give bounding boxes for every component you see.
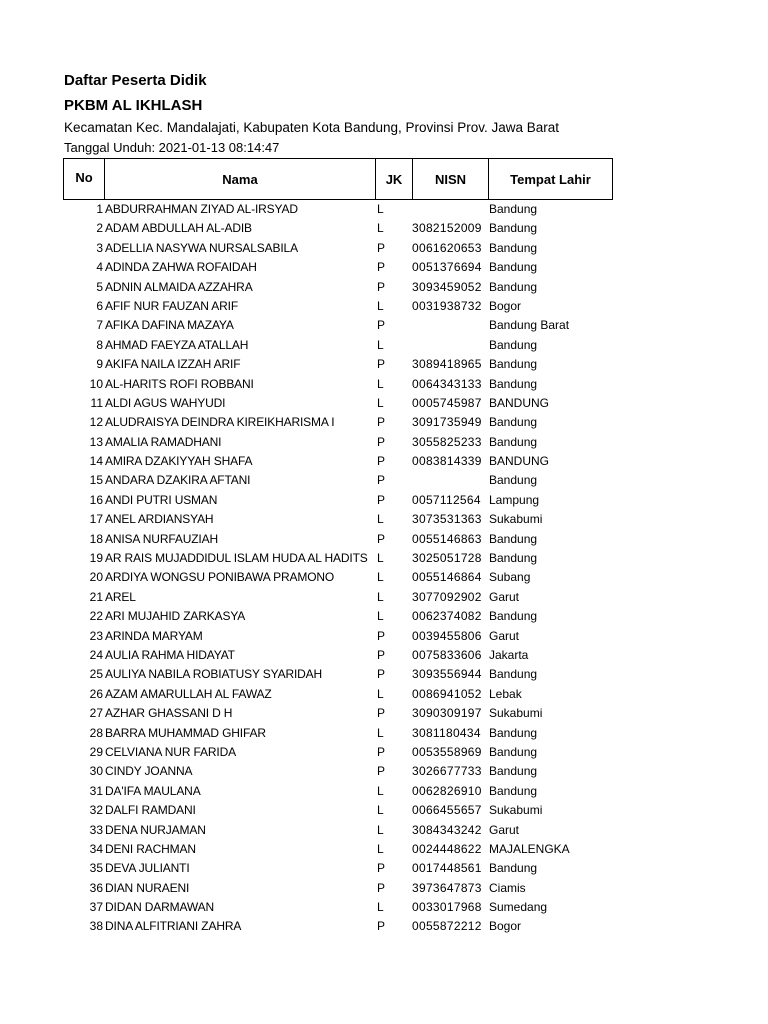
cell-tempat-lahir: BANDUNG xyxy=(489,395,550,410)
cell-nama: ARINDA MARYAM xyxy=(105,628,203,643)
cell-nama: ALDI AGUS WAHYUDI xyxy=(105,395,226,410)
cell-no: 31 xyxy=(89,783,103,798)
cell-nama: ADAM ABDULLAH AL-ADIB xyxy=(105,221,252,236)
cell-no: 32 xyxy=(89,803,103,818)
cell-nama: DEVA JULIANTI xyxy=(105,861,190,876)
cell-jk: P xyxy=(377,919,386,934)
table-row xyxy=(63,685,623,704)
table-row xyxy=(63,665,623,684)
cell-no: 18 xyxy=(89,531,103,546)
table-row xyxy=(63,258,623,277)
cell-nama: AZAM AMARULLAH AL FAWAZ xyxy=(105,686,272,701)
cell-no: 15 xyxy=(89,473,103,488)
cell-nama: ANEL ARDIANSYAH xyxy=(105,512,214,527)
cell-nama: AMIRA DZAKIYYAH SHAFA xyxy=(105,454,253,469)
cell-tempat-lahir: Garut xyxy=(489,589,520,604)
cell-jk: L xyxy=(377,337,384,352)
cell-nisn: 3025051728 xyxy=(412,551,482,566)
cell-nisn: 3089418965 xyxy=(412,357,482,372)
table-row xyxy=(63,588,623,607)
table-row xyxy=(63,530,623,549)
cell-jk: L xyxy=(377,803,384,818)
cell-jk: P xyxy=(377,434,386,449)
cell-nisn: 0061620653 xyxy=(412,240,482,255)
cell-no: 3 xyxy=(96,240,103,255)
cell-nisn: 0057112564 xyxy=(412,492,481,507)
cell-tempat-lahir: Ciamis xyxy=(489,880,526,895)
table-row xyxy=(63,782,623,801)
cell-nisn: 3081180434 xyxy=(412,725,481,740)
cell-nama: AULIYA NABILA ROBIATUSY SYARIDAH xyxy=(105,667,323,682)
cell-jk: P xyxy=(377,279,386,294)
cell-tempat-lahir: Jakarta xyxy=(489,647,529,662)
cell-nama: DINA ALFITRIANI ZAHRA xyxy=(105,919,242,934)
cell-jk: P xyxy=(377,764,386,779)
cell-nama: BARRA MUHAMMAD GHIFAR xyxy=(105,725,266,740)
school-name: PKBM AL IKHLASH xyxy=(64,97,203,114)
cell-tempat-lahir: Garut xyxy=(489,822,520,837)
cell-no: 5 xyxy=(96,279,103,294)
cell-no: 2 xyxy=(96,221,103,236)
cell-no: 33 xyxy=(89,822,103,837)
cell-jk: P xyxy=(377,744,386,759)
cell-tempat-lahir: Bandung xyxy=(489,337,538,352)
table-row xyxy=(63,821,623,840)
table-row xyxy=(63,278,623,297)
cell-nama: DENI RACHMAN xyxy=(105,841,196,856)
cell-jk: L xyxy=(377,551,384,566)
cell-no: 11 xyxy=(90,395,103,410)
cell-nama: ANDARA DZAKIRA AFTANI xyxy=(105,473,251,488)
table-row xyxy=(63,762,623,781)
cell-no: 7 xyxy=(96,318,103,333)
cell-jk: L xyxy=(377,686,384,701)
cell-nisn: 0024448622 xyxy=(412,841,482,856)
cell-nisn: 0031938732 xyxy=(412,298,482,313)
cell-no: 34 xyxy=(89,841,103,856)
cell-tempat-lahir: Bandung xyxy=(489,473,538,488)
table-row xyxy=(63,239,623,258)
cell-tempat-lahir: Bandung xyxy=(489,240,538,255)
cell-jk: P xyxy=(377,880,386,895)
cell-nisn: 0083814339 xyxy=(412,454,482,469)
cell-jk: L xyxy=(377,395,384,410)
cell-tempat-lahir: Bogor xyxy=(489,298,522,313)
cell-nisn: 3082152009 xyxy=(412,221,482,236)
cell-nama: ANISA NURFAUZIAH xyxy=(105,531,218,546)
cell-jk: L xyxy=(377,725,384,740)
table-row xyxy=(63,801,623,820)
cell-jk: P xyxy=(377,357,386,372)
cell-tempat-lahir: Bandung Barat xyxy=(489,318,570,333)
cell-nama: ARDIYA WONGSU PONIBAWA PRAMONO xyxy=(105,570,335,585)
cell-nama: CELVIANA NUR FARIDA xyxy=(105,744,236,759)
cell-nisn: 3091735949 xyxy=(412,415,482,430)
cell-jk: P xyxy=(377,667,386,682)
table-row xyxy=(63,375,623,394)
cell-nama: DIDAN DARMAWAN xyxy=(105,900,215,915)
cell-tempat-lahir: Bandung xyxy=(489,434,538,449)
table-row xyxy=(63,491,623,510)
cell-nama: AFIKA DAFINA MAZAYA xyxy=(105,318,234,333)
table-row xyxy=(63,471,623,490)
cell-jk: L xyxy=(377,376,384,391)
cell-no: 12 xyxy=(89,415,103,430)
cell-nisn: 0062374082 xyxy=(412,609,482,624)
cell-tempat-lahir: Bogor xyxy=(489,919,522,934)
cell-jk: P xyxy=(377,628,386,643)
cell-no: 19 xyxy=(89,551,103,566)
cell-tempat-lahir: Bandung xyxy=(489,609,538,624)
cell-nisn: 3084343242 xyxy=(412,822,482,837)
cell-no: 20 xyxy=(89,570,103,585)
cell-nisn: 0017448561 xyxy=(412,861,482,876)
cell-nama: AR RAIS MUJADDIDUL ISLAM HUDA AL HADITS xyxy=(105,551,368,566)
cell-nisn: 0086941052 xyxy=(412,686,482,701)
cell-nama: ADELLIA NASYWA NURSALSABILA xyxy=(105,240,298,255)
table-row xyxy=(63,219,623,238)
table-row xyxy=(63,627,623,646)
student-list xyxy=(63,200,623,937)
cell-nisn: 3093556944 xyxy=(412,667,482,682)
cell-no: 1 xyxy=(96,202,103,216)
cell-tempat-lahir: Bandung xyxy=(489,260,538,275)
table-row xyxy=(63,433,623,452)
cell-tempat-lahir: Bandung xyxy=(489,221,538,236)
cell-nisn: 3073531363 xyxy=(412,512,482,527)
cell-nisn: 3026677733 xyxy=(412,764,482,779)
cell-jk: P xyxy=(377,318,386,333)
cell-nisn: 3077092902 xyxy=(412,589,482,604)
cell-no: 10 xyxy=(89,376,103,391)
cell-no: 16 xyxy=(89,492,103,507)
table-row xyxy=(63,568,623,587)
cell-tempat-lahir: Bandung xyxy=(489,667,538,682)
cell-tempat-lahir: BANDUNG xyxy=(489,454,550,469)
cell-no: 30 xyxy=(89,764,103,779)
table-row xyxy=(63,413,623,432)
cell-nisn: 0066455657 xyxy=(412,803,482,818)
cell-tempat-lahir: Bandung xyxy=(489,531,538,546)
cell-jk: P xyxy=(377,240,386,255)
cell-tempat-lahir: Bandung xyxy=(489,783,538,798)
cell-tempat-lahir: Garut xyxy=(489,628,520,643)
table-row xyxy=(63,355,623,374)
column-header-no: No xyxy=(64,159,105,200)
cell-jk: L xyxy=(377,822,384,837)
cell-no: 26 xyxy=(89,686,103,701)
table-header xyxy=(63,158,613,200)
cell-nama: CINDY JOANNA xyxy=(105,764,193,779)
table-row xyxy=(63,549,623,568)
cell-tempat-lahir: Sumedang xyxy=(489,900,548,915)
cell-nisn: 3973647873 xyxy=(412,880,482,895)
cell-tempat-lahir: Bandung xyxy=(489,415,538,430)
table-row xyxy=(63,724,623,743)
cell-nama: AULIA RAHMA HIDAYAT xyxy=(105,647,235,662)
cell-no: 8 xyxy=(96,337,103,352)
cell-tempat-lahir: Sukabumi xyxy=(489,803,543,818)
cell-no: 35 xyxy=(89,861,103,876)
cell-jk: L xyxy=(377,202,384,216)
document-title: Daftar Peserta Didik xyxy=(64,72,207,89)
cell-jk: L xyxy=(377,609,384,624)
download-date: Tanggal Unduh: 2021-01-13 08:14:47 xyxy=(64,140,280,155)
school-location: Kecamatan Kec. Mandalajati, Kabupaten Kota Bandung, Provinsi Prov. Jawa Barat xyxy=(64,120,560,135)
cell-tempat-lahir: Bandung xyxy=(489,744,538,759)
cell-nama: AHMAD FAEYZA ATALLAH xyxy=(105,337,249,352)
cell-nisn: 0075833606 xyxy=(412,647,482,662)
cell-nama: ADINDA ZAHWA ROFAIDAH xyxy=(105,260,257,275)
cell-nisn: 0039455806 xyxy=(412,628,482,643)
cell-nama: DIAN NURAENI xyxy=(105,880,190,895)
cell-nisn: 0053558969 xyxy=(412,744,482,759)
cell-nama: AREL xyxy=(105,589,136,604)
cell-nama: ARI MUJAHID ZARKASYA xyxy=(105,609,246,624)
table-row xyxy=(63,917,623,936)
cell-nama: AKIFA NAILA IZZAH ARIF xyxy=(105,357,241,372)
table-row xyxy=(63,743,623,762)
cell-nisn: 0064343133 xyxy=(412,376,482,391)
cell-jk: P xyxy=(377,861,386,876)
cell-jk: L xyxy=(377,298,384,313)
cell-no: 38 xyxy=(89,919,103,934)
cell-tempat-lahir: Bandung xyxy=(489,861,538,876)
cell-nama: DA'IFA MAULANA xyxy=(105,783,201,798)
cell-nisn: 3055825233 xyxy=(412,434,482,449)
cell-tempat-lahir: Bandung xyxy=(489,551,538,566)
cell-jk: L xyxy=(377,570,384,585)
cell-nama: AMALIA RAMADHANI xyxy=(105,434,222,449)
cell-jk: L xyxy=(377,783,384,798)
table-row xyxy=(63,859,623,878)
table-row xyxy=(63,336,623,355)
table-row xyxy=(63,297,623,316)
cell-no: 13 xyxy=(89,434,103,449)
cell-no: 36 xyxy=(89,880,103,895)
cell-tempat-lahir: MAJALENGKA xyxy=(489,841,570,856)
cell-nisn: 3090309197 xyxy=(412,706,482,721)
cell-nama: ALUDRAISYA DEINDRA KIREIKHARISMA I xyxy=(105,415,335,430)
cell-tempat-lahir: Bandung xyxy=(489,725,538,740)
cell-jk: L xyxy=(377,841,384,856)
cell-tempat-lahir: Bandung xyxy=(489,202,538,216)
cell-no: 23 xyxy=(89,628,103,643)
table-row xyxy=(63,316,623,335)
cell-jk: L xyxy=(377,221,384,236)
cell-tempat-lahir: Bandung xyxy=(489,764,538,779)
cell-nama: AL-HARITS ROFI ROBBANI xyxy=(105,376,254,391)
cell-tempat-lahir: Lebak xyxy=(489,686,522,701)
table-row xyxy=(63,452,623,471)
cell-nisn: 0051376694 xyxy=(412,260,482,275)
cell-jk: L xyxy=(377,900,384,915)
cell-jk: P xyxy=(377,415,386,430)
cell-jk: P xyxy=(377,492,386,507)
cell-nama: ADNIN ALMAIDA AZZAHRA xyxy=(105,279,253,294)
table-row xyxy=(63,200,623,219)
cell-no: 21 xyxy=(89,589,103,604)
cell-tempat-lahir: Sukabumi xyxy=(489,706,543,721)
cell-jk: L xyxy=(377,512,384,527)
cell-nisn: 0062826910 xyxy=(412,783,482,798)
cell-no: 14 xyxy=(89,454,103,469)
cell-no: 22 xyxy=(89,609,103,624)
cell-nisn: 0005745987 xyxy=(412,395,482,410)
cell-nisn: 0033017968 xyxy=(412,900,482,915)
cell-jk: P xyxy=(377,260,386,275)
cell-no: 17 xyxy=(89,512,103,527)
cell-no: 24 xyxy=(89,647,103,662)
table-row xyxy=(63,646,623,665)
cell-jk: P xyxy=(377,647,386,662)
cell-tempat-lahir: Bandung xyxy=(489,279,538,294)
cell-no: 27 xyxy=(89,706,103,721)
cell-nama: AZHAR GHASSANI D H xyxy=(105,706,233,721)
cell-nama: ANDI PUTRI USMAN xyxy=(105,492,218,507)
table-row xyxy=(63,510,623,529)
cell-tempat-lahir: Subang xyxy=(489,570,531,585)
cell-jk: P xyxy=(377,531,386,546)
cell-no: 4 xyxy=(96,260,103,275)
table-row xyxy=(63,394,623,413)
cell-nama: ABDURRAHMAN ZIYAD AL-IRSYAD xyxy=(105,202,298,216)
table-row xyxy=(63,607,623,626)
cell-nama: DALFI RAMDANI xyxy=(105,803,196,818)
cell-tempat-lahir: Lampung xyxy=(489,492,540,507)
cell-no: 6 xyxy=(96,298,103,313)
table-row xyxy=(63,898,623,917)
cell-nisn: 3093459052 xyxy=(412,279,482,294)
cell-no: 28 xyxy=(89,725,103,740)
cell-jk: P xyxy=(377,706,386,721)
cell-jk: P xyxy=(377,473,386,488)
cell-nisn: 0055146863 xyxy=(412,531,482,546)
cell-nama: DENA NURJAMAN xyxy=(105,822,206,837)
cell-tempat-lahir: Bandung xyxy=(489,357,538,372)
cell-jk: L xyxy=(377,589,384,604)
cell-tempat-lahir: Sukabumi xyxy=(489,512,543,527)
cell-no: 9 xyxy=(96,357,103,372)
cell-jk: P xyxy=(377,454,386,469)
table-row xyxy=(63,840,623,859)
column-header-nama: Nama xyxy=(105,159,376,200)
column-header-tempat-lahir: Tempat Lahir xyxy=(489,159,613,200)
cell-tempat-lahir: Bandung xyxy=(489,376,538,391)
cell-nisn: 0055872212 xyxy=(412,919,482,934)
table-row xyxy=(63,704,623,723)
cell-no: 37 xyxy=(89,900,103,915)
cell-no: 25 xyxy=(89,667,103,682)
cell-nama: AFIF NUR FAUZAN ARIF xyxy=(105,298,239,313)
cell-nisn: 0055146864 xyxy=(412,570,482,585)
cell-no: 29 xyxy=(89,744,103,759)
column-header-nisn: NISN xyxy=(413,159,489,200)
column-header-jk: JK xyxy=(376,159,413,200)
table-row xyxy=(63,879,623,898)
